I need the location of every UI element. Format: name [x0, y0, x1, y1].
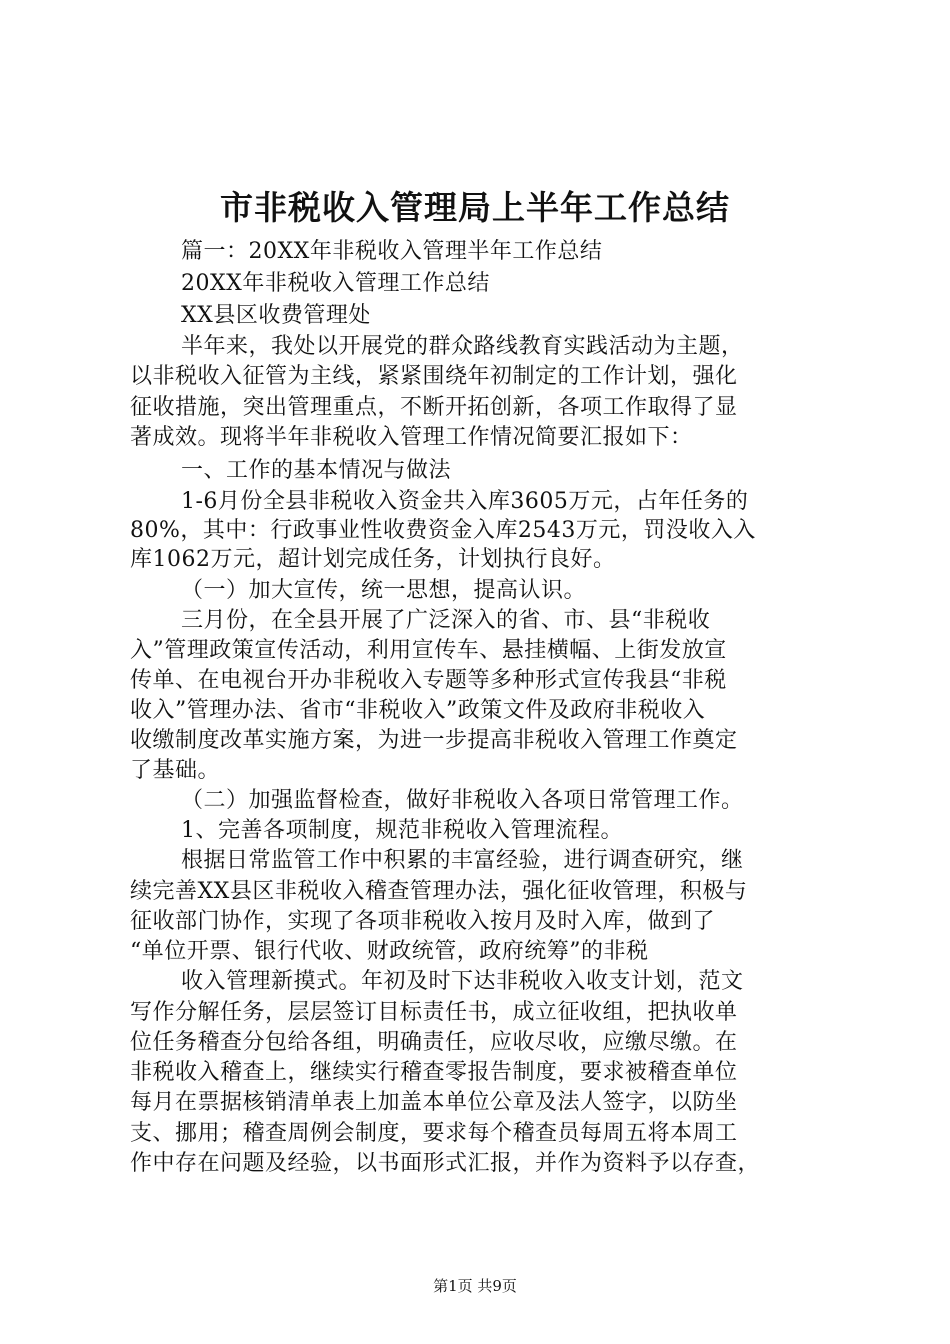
body-line: 1-6月份全县非税收入资金共入库3605万元，占年任务的: [181, 489, 749, 514]
body-line: 根据日常监管工作中积累的丰富经验，进行调查研究，继: [181, 848, 744, 873]
body-line: 续完善XX县区非税收入稽查管理办法，强化征收管理，积极与: [130, 879, 748, 904]
body-line: 篇一：20XX年非税收入管理半年工作总结: [181, 239, 603, 264]
body-line: 每月在票据核销清单表上加盖本单位公章及法人签字，以防坐: [130, 1090, 738, 1115]
body-line: 传单、在电视台开办非税收入专题等多种形式宣传我县“非税: [130, 668, 727, 693]
body-line: 收缴制度改革实施方案，为进一步提高非税收入管理工作奠定: [130, 728, 738, 753]
body-line: 作中存在问题及经验，以书面形式汇报，并作为资料予以存查，: [130, 1151, 761, 1176]
body-line: 支、挪用；稽查周例会制度，要求每个稽查员每周五将本周工: [130, 1121, 738, 1146]
body-line: 三月份，在全县开展了广泛深入的省、市、县“非税收: [181, 608, 711, 633]
body-line: 入”管理政策宣传活动，利用宣传车、悬挂横幅、上街发放宣: [130, 638, 727, 663]
body-line: 著成效。现将半年非税收入管理工作情况简要汇报如下：: [130, 425, 693, 450]
document-title: 市非税收入管理局上半年工作总结: [220, 188, 730, 227]
body-line: 80%，其中：行政事业性收费资金入库2543万元，罚没收入入: [130, 518, 756, 543]
body-line: 以非税收入征管为主线，紧紧围绕年初制定的工作计划，强化: [130, 364, 738, 389]
page-number: 第1页 共9页: [433, 1277, 517, 1295]
section-heading: 1、完善各项制度，规范非税收入管理流程。: [181, 818, 623, 843]
body-line: 收入管理新摸式。年初及时下达非税收入收支计划，范文: [181, 969, 744, 994]
body-line: 了基础。: [130, 758, 221, 783]
body-line: 20XX年非税收入管理工作总结: [181, 271, 490, 296]
body-line: 征收措施，突出管理重点，不断开拓创新，各项工作取得了显: [130, 395, 738, 420]
body-line: 位任务稽查分包给各组，明确责任，应收尽收，应缴尽缴。在: [130, 1030, 738, 1055]
section-heading: （一）加大宣传，统一思想，提高认识。: [181, 578, 587, 603]
body-line: 收入”管理办法、省市“非税收入”政策文件及政府非税收入: [130, 698, 706, 723]
body-line: 半年来，我处以开展党的群众路线教育实践活动为主题，: [181, 334, 744, 359]
section-heading: （二）加强监督检查，做好非税收入各项日常管理工作。: [181, 788, 744, 813]
body-line: XX县区收费管理处: [181, 303, 371, 328]
body-line: 写作分解任务，层层签订目标责任书，成立征收组，把执收单: [130, 1000, 738, 1025]
body-line: “单位开票、银行代收、财政统管，政府统筹”的非税: [130, 939, 649, 964]
body-line: 征收部门协作，实现了各项非税收入按月及时入库，做到了: [130, 909, 716, 934]
body-line: 非税收入稽查上，继续实行稽查零报告制度，要求被稽查单位: [130, 1060, 738, 1085]
body-line: 库1062万元，超计划完成任务，计划执行良好。: [130, 547, 616, 572]
section-heading: 一、工作的基本情况与做法: [181, 458, 452, 483]
